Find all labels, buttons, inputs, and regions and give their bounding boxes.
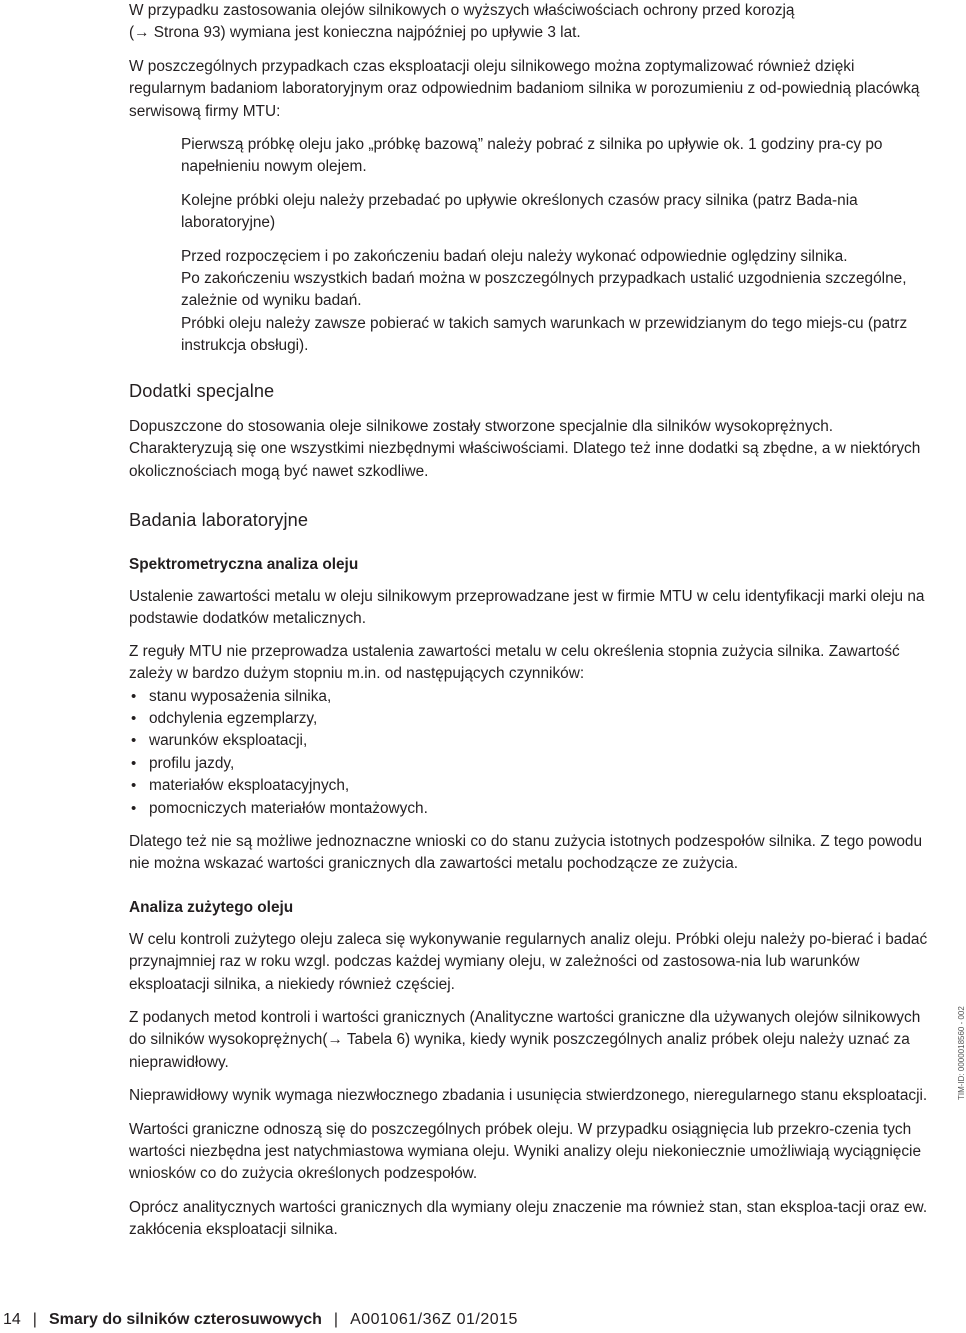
bullet-icon: • <box>131 732 137 750</box>
factor-list-label: odchylenia egzemplarzy, <box>149 709 318 727</box>
page-footer <box>3 1308 518 1332</box>
factor-list-item <box>129 753 935 775</box>
heading-badania-laboratoryjne: Badania laboratoryjne <box>129 509 309 530</box>
paragraph-no-conclusions: Dlatego też nie są możliwe jednoznaczne wnioski co do stanu zużycia istotnych podzespołów silnika. Z tego powodu nie można wskazać wartości granicznych dla zawartości metalu pochodzącze ze zużycia. <box>129 832 923 873</box>
footer-separator: | <box>333 1311 339 1328</box>
factor-list-label: profilu jazdy, <box>149 754 235 772</box>
indented-steps <box>181 134 935 358</box>
heading-analiza-zuzytego-oleju: Analiza zużytego oleju <box>129 898 294 916</box>
heading-spektrometryczna-analiza: Spektrometryczna analiza oleju <box>129 555 359 573</box>
factor-list-item <box>129 708 935 730</box>
paragraph-corrosion-protection <box>129 0 935 45</box>
paragraph-optimization: W poszczególnych przypadkach czas eksploatacji oleju silnikowego można zoptymalizować również dzięki regularnym badaniom laboratoryjnym oraz odpowiednim badaniom silnika w porozumieniu z od-powiednią placówką serwisową firmy MTU: <box>129 57 920 120</box>
paragraph-operating-state: Oprócz analitycznych wartości granicznych dla wymiany oleju znaczenie ma również stan, stan eksploa-tacji oraz ew. zakłócenia eksploatacji silnika. <box>129 1198 928 1239</box>
document-title: Smary do silników czterosuwowych <box>48 1311 322 1328</box>
document-code: A001061/36Z 01/2015 <box>350 1311 518 1328</box>
heading-dodatki-specjalne: Dodatki specjalne <box>129 380 275 401</box>
factor-list <box>129 686 935 820</box>
paragraph-oil-change: Wartości graniczne odnoszą się do poszczególnych próbek oleju. W przypadku osiągnięcia lub przekro-czenia tych wartości niezbędna jest natychmiastowa wymiana oleju. Wyniki analizy oleju niekoniecznie umożliwiają wyciągnięcie wniosków co do zużycia określonych podzespołów. <box>129 1120 922 1183</box>
paragraph-regular-analysis: W celu kontroli zużytego oleju zaleca się wykonywanie regularnych analiz oleju. Próbki oleju należy po-bierać i badać przynajmniej raz w roku wzgl. podczas każdej wymiany oleju, w zależności od zastosowa-nia lub warunków eksploatacji silnika, a niekiedy również częściej. <box>129 930 928 993</box>
step-inspection: Przed rozpoczęciem i po zakończeniu badań oleju należy wykonać odpowiednie oględziny silnika. <box>181 247 848 265</box>
page-number: 14 <box>3 1311 21 1328</box>
paragraph-wear-factors: Z reguły MTU nie przeprowadza ustalenia zawartości metalu w celu określenia stopnia zużycia silnika. Zawartość zależy w bardzo dużym stopniu m.in. od następujących czynników: <box>129 642 900 683</box>
factor-list-item <box>129 798 935 820</box>
factor-list-item <box>129 730 935 752</box>
step-agreements: Po zakończeniu wszystkich badań można w poszczególnych przypadkach ustalić uzgodnienia szczególne, zależnie od wyniku badań. <box>181 270 907 310</box>
bullet-icon: • <box>131 777 137 795</box>
bullet-icon: • <box>131 799 137 817</box>
document-body <box>129 0 935 1242</box>
factor-list-label: warunków eksploatacji, <box>149 732 308 750</box>
text-line: W przypadku zastosowania olejów silnikowych o wyższych właściwościach ochrony przed korozją <box>129 2 795 19</box>
step-next-samples: Kolejne próbki oleju należy przebadać po upływie określonych czasów pracy silnika (patrz Bada-nia laboratoryjne) <box>181 191 858 232</box>
step-first-sample: Pierwszą próbkę oleju jako „próbkę bazową” należy pobrać z silnika po upływie ok. 1 godziny pra-cy po napełnieniu nowym olejem. <box>181 136 883 176</box>
step-sampling-conditions: Próbki oleju należy zawsze pobierać w takich samych warunkach w przewidzianym do tego miejs-cu (patrz instrukcja obsługi). <box>181 314 908 355</box>
paragraph-limit-values: Z podanych metod kontroli i wartości granicznych (Analityczne wartości graniczne dla używanych olejów silnikowych do silników wysokoprężnych(→ Tabela 6) wynika, kiedy wynik poszczególnych analiz próbek oleju należy uznać za nieprawidłowy. <box>129 1009 921 1071</box>
factor-list-label: pomocniczych materiałów montażowych. <box>149 799 428 817</box>
factor-list-label: stanu wyposażenia silnika, <box>149 687 332 705</box>
paragraph-additives: Dopuszczone do stosowania oleje silnikowe zostały stworzone specjalnie dla silników wysokoprężnych. Charakteryzują się one wszystkimi niezbędnymi właściwościami. Dlatego też inne dodatki są zbędne, a w niektórych okolicznościach mogą być nawet szkodliwe. <box>129 417 921 480</box>
text-line: (→ Strona 93) wymiana jest konieczna najpóźniej po upływie 3 lat. <box>129 24 581 42</box>
paragraph-metal-content: Ustalenie zawartości metalu w oleju silnikowym przeprowadzane jest w firmie MTU w celu identyfikacji marki oleju na podstawie dodatków metalicznych. <box>129 587 925 628</box>
footer-separator: | <box>32 1311 37 1328</box>
factor-list-item <box>129 686 935 708</box>
bullet-icon: • <box>131 709 137 727</box>
bullet-icon: • <box>131 687 137 705</box>
paragraph-abnormal-result: Nieprawidłowy wynik wymaga niezwłocznego zbadania i usunięcia stwierdzonego, nieregularnego stanu eksploatacji. <box>129 1087 928 1105</box>
factor-list-item <box>129 775 935 797</box>
tim-id-label: TIM-ID: 0000018560 - 002 <box>957 1006 966 1100</box>
bullet-icon: • <box>131 754 137 772</box>
factor-list-label: materiałów eksploatacyjnych, <box>149 777 350 795</box>
